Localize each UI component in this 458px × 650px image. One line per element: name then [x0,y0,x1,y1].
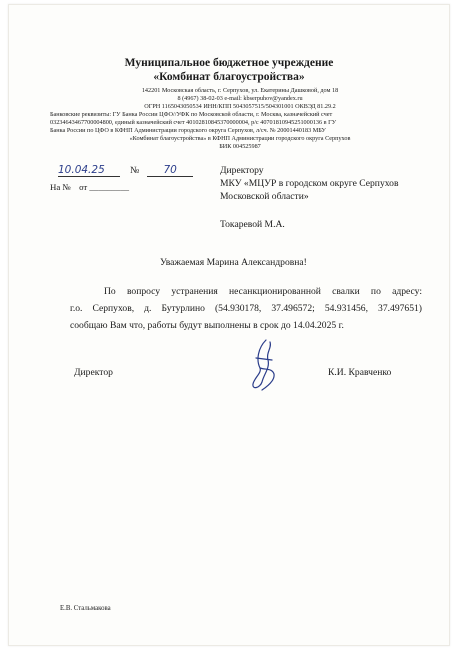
registration-number: 70 [147,164,193,177]
bank-details-line4: «Комбинат благоустройства» в КФНП Администрации городского округа Серпухов [129,135,351,142]
handwritten-signature [248,338,278,396]
org-address: 142201 Московская область, г. Серпухов, ул. Екатерины Дашковой, дом 18 [141,87,339,94]
org-name-line2: «Комбинат благоустройства» [153,71,305,83]
org-contacts: 8 (4967) 38-02-03 e-mail: kbserpuhov@yandex.ru [177,95,303,102]
addressee-name: Токаревой М.А. [220,219,285,230]
signatory-position: Директор [74,367,113,378]
org-name-line1: Муниципальное бюджетное учреждение [124,57,334,69]
signatory-name: К.И. Кравченко [328,367,392,378]
addressee-title: Директору [220,165,264,176]
body-paragraph-line3: сообщаю Вам что, работы будут выполнены в срок до 14.04.2025 г. [70,320,344,331]
registration-date-line [58,160,193,178]
addressee-org-line2: Московской области» [220,191,309,202]
reference-line [50,182,129,192]
org-ids: ОГРН 1165043050534 ИНН/КПП 5043057515/504301001 ОКВЭД 81.29.2 [144,103,336,110]
registration-date: 10.04.25 [58,164,120,177]
bank-bik: БИК 004525987 [219,143,261,150]
reference-no-label: На № [50,182,71,192]
registration-number-label: № [130,165,140,176]
reference-from-blank: _________ [89,182,129,192]
body-paragraph-line2: г.о. Серпухов, д. Бутурлино (54.930178, 37.496572; 54.931456, 37.497651) [70,303,422,314]
salutation: Уважаемая Марина Александровна! [160,257,307,268]
bank-details-line3: Банка России по ЦФО в КФНП Администрации городского округа Серпухов, л/сч. № 20001440183 МБУ [50,127,326,134]
bank-details-line2: 03234643467700004800, единый казначейский счет 40102810845370000004, р/с 40701810945251000136 в ГУ [50,119,337,126]
bank-details-line1: Банковские реквизиты: ГУ Банка России ЦФО//УФК по Московской области, г. Москва, казначейский счет [50,111,333,118]
addressee-org-line1: МКУ «МЦУР в городском округе Серпухов [220,178,399,189]
reference-from-label: от [79,182,88,192]
executor-name: Е.В. Стальмакова [60,605,111,612]
body-paragraph-line1: По вопросу устранения несанкционированной свалки по адресу: [104,286,422,297]
